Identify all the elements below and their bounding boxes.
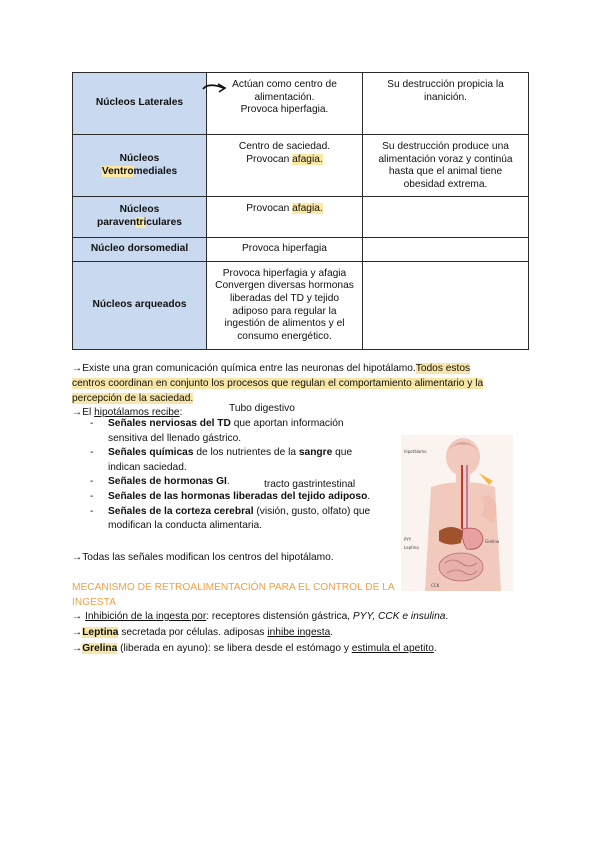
nucleus-destruction	[363, 238, 529, 262]
name-line	[77, 166, 202, 179]
name-line	[77, 217, 202, 230]
nucleus-effect: Provoca hiperfagia	[207, 238, 363, 262]
leptina-bold: Leptina	[82, 627, 119, 638]
inhibition-italic: PYY, CCK e insulina	[352, 611, 446, 622]
highlight: afagia.	[292, 153, 323, 165]
svg-text:CCK: CCK	[431, 583, 440, 588]
table-row	[73, 197, 529, 238]
paragraph-communication	[72, 361, 492, 406]
grelina-end: .	[433, 643, 437, 654]
nucleus-effect: Provoca hiperfagia y afagia Convergen diversas hormonas liberadas del TD y tejido adiposo para regular la ingestión de alimentos y el consumo energético.	[207, 262, 363, 350]
arrow-text: →	[72, 611, 86, 622]
leptina-end: .	[330, 627, 334, 638]
svg-text:Grelina: Grelina	[485, 539, 500, 544]
signal-bold: Señales de hormonas GI	[108, 476, 227, 488]
effect-line: Centro de saciedad.	[238, 141, 331, 152]
note-tubo-digestivo: Tubo digestivo	[229, 403, 295, 414]
svg-text:PYY: PYY	[404, 537, 412, 542]
all-signals-line: →Todas las señales modifican los centros del hipotálamo.	[72, 552, 334, 563]
receives-underlined: hipotálamos recibe	[94, 407, 180, 418]
signal-mid: de los nutrientes de la	[193, 447, 299, 459]
nucleus-name	[73, 135, 207, 197]
list-item	[84, 490, 384, 505]
signal-bold: Señales nerviosas del TD	[108, 418, 231, 429]
grelina-bold: Grelina	[82, 643, 118, 654]
leptina-mid: secretada por células. adiposas	[118, 627, 268, 638]
signal-bold: Señales de la corteza cerebral	[108, 505, 254, 517]
nucleus-destruction	[363, 197, 529, 238]
nucleus-destruction: Su destrucción propicia la inanición.	[363, 73, 529, 135]
nucleus-name: Núcleo dorsomedial	[73, 238, 207, 262]
nucleus-effect	[207, 73, 363, 135]
nucleus-destruction: Su destrucción produce una alimentación voraz y continúa hasta que el animal tiene obesidad extrema.	[363, 135, 529, 197]
nucleus-name: Núcleos arqueados	[73, 262, 207, 350]
receives-prefix: →El	[72, 407, 95, 418]
list-item	[84, 417, 384, 446]
para-highlight: Todos estos centros coordinan en conjunto los procesos que regulan el comportamiento alimentario y la percepción de la saciedad.	[72, 363, 484, 404]
name-suffix: mediales	[133, 165, 178, 177]
effect-line: alimentación.	[254, 91, 315, 103]
name-line: Núcleos	[119, 152, 160, 164]
nuclei-table	[72, 72, 529, 350]
name-suffix: culares	[146, 217, 182, 228]
effect-line	[211, 154, 358, 167]
effect-line: Provoca hiperfagia.	[240, 104, 329, 116]
name-line: Núcleos	[119, 204, 160, 216]
table-row	[73, 135, 529, 197]
list-item	[84, 446, 384, 475]
grelina-mid: (liberada en ayuno): se libera desde el estómago y	[117, 643, 352, 654]
table-row	[73, 262, 529, 350]
highlight: tri	[136, 217, 147, 228]
inhibition-underlined: Inhibición de la ingesta por	[85, 611, 207, 622]
signal-bold: Señales de las hormonas liberadas del tejido adiposo	[108, 490, 368, 502]
highlight: afagia.	[292, 203, 323, 214]
signal-rest: (visión, gusto, olfato) que modifican la conducta alimentaria.	[108, 505, 371, 532]
nucleus-name	[73, 197, 207, 238]
nucleus-name: Núcleos Laterales	[73, 73, 207, 135]
section-title: MECANISMO DE RETROALIMENTACIÓN PARA EL CONTROL DE LA INGESTA	[72, 582, 395, 608]
table-row	[73, 73, 529, 135]
leptina-line	[72, 625, 333, 640]
signal-rest: que indican saciedad.	[108, 447, 353, 473]
receives-suffix: :	[179, 407, 183, 418]
signal-bold: sangre	[298, 447, 333, 459]
list-item	[84, 475, 384, 490]
nucleus-effect	[207, 135, 363, 197]
curved-arrow-icon	[202, 79, 228, 97]
list-item	[84, 505, 384, 534]
signal-rest: que aportan información sensitiva del llenado gástrico.	[108, 418, 344, 444]
nucleus-destruction	[363, 262, 529, 350]
para-plain: →Existe una gran comunicación química entre las neuronas del hipotálamo.	[72, 363, 416, 374]
signal-bold: Señales químicas	[108, 447, 194, 459]
grelina-underlined: estimula el apetito	[351, 643, 434, 654]
digestive-anatomy-illustration	[401, 435, 513, 591]
svg-text:hipotálamo: hipotálamo	[404, 449, 427, 454]
effect-prefix: Provocan	[246, 153, 293, 165]
highlight: Ventro	[101, 165, 134, 177]
signals-list	[84, 417, 384, 534]
arrow-text: →	[72, 627, 83, 638]
arrow-text: →	[72, 643, 83, 654]
signal-rest: .	[226, 476, 230, 488]
leptina-underlined: inhibe ingesta	[267, 627, 331, 638]
nucleus-effect	[207, 197, 363, 238]
inhibition-line	[72, 609, 448, 624]
name-prefix: paraven	[97, 217, 137, 228]
inhibition-rest: : receptores distensión gástrica,	[206, 611, 353, 622]
grelina-line	[72, 641, 437, 656]
svg-text:Leptina: Leptina	[404, 545, 419, 550]
note-tracto: tracto gastrintestinal	[264, 479, 356, 490]
effect-line: Actúan como centro de	[232, 79, 337, 90]
signal-rest: .	[367, 490, 371, 502]
table-row	[73, 238, 529, 262]
effect-prefix: Provocan	[246, 203, 293, 214]
inhibition-end: .	[445, 611, 449, 622]
